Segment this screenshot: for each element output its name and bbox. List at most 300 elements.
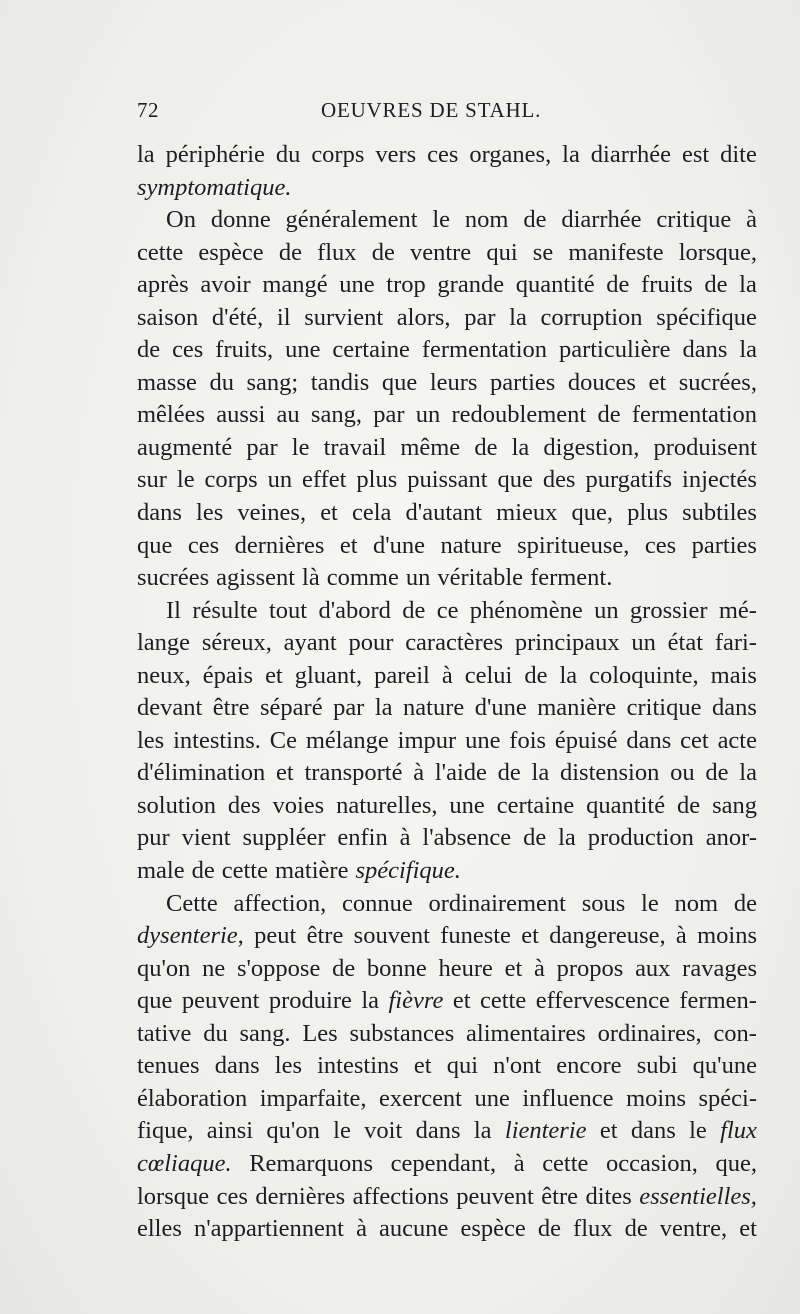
word: d'été, <box>211 303 264 331</box>
word: de <box>191 857 215 885</box>
word: de <box>402 596 426 624</box>
word: tout <box>268 596 308 624</box>
word: cœliaque. <box>137 1149 232 1177</box>
word: de <box>474 433 498 461</box>
word: pour <box>348 629 394 657</box>
word: le <box>689 1117 707 1145</box>
word: de <box>523 206 547 234</box>
word: spécifique <box>656 303 757 331</box>
word: à <box>413 759 425 787</box>
word: suppléer <box>242 824 326 852</box>
word: fièvre <box>388 987 444 1015</box>
word: certaine <box>496 791 575 819</box>
word: sucrées <box>137 564 210 592</box>
word: à <box>746 206 757 234</box>
word: de <box>497 759 521 787</box>
word: donne <box>210 206 271 234</box>
word: dysenterie, <box>137 922 244 950</box>
page-header <box>137 98 737 130</box>
word: espèce <box>198 238 264 266</box>
word: transporté <box>304 759 403 787</box>
word: fois <box>509 726 547 754</box>
word: alors, <box>396 303 451 331</box>
word: par <box>373 401 405 429</box>
text-line <box>137 627 757 660</box>
word: la <box>509 303 527 331</box>
word: tandis <box>310 368 370 396</box>
word: par <box>246 433 278 461</box>
text-line <box>137 1148 757 1181</box>
word: flux <box>317 238 357 266</box>
word: ventre, <box>659 1215 728 1243</box>
word: moins <box>626 1084 686 1112</box>
word: la <box>511 433 530 461</box>
word: ou <box>670 759 695 787</box>
word: ferment. <box>530 564 613 592</box>
word: spéci- <box>698 1084 757 1112</box>
word: de <box>278 238 302 266</box>
word: et <box>265 661 283 689</box>
word: dans <box>626 726 672 754</box>
word: acte <box>717 726 757 754</box>
word: être <box>212 694 250 722</box>
word: être <box>306 922 344 950</box>
word: voit <box>364 1117 403 1145</box>
word: exercent <box>379 1084 462 1112</box>
word: On <box>166 206 196 234</box>
text-line <box>137 855 757 888</box>
word: corps <box>311 141 365 168</box>
word: de <box>137 336 161 364</box>
word: qu'on <box>266 1117 320 1145</box>
word: critique <box>626 694 702 722</box>
word: ces <box>187 531 220 559</box>
word: un <box>267 466 293 494</box>
word: le <box>333 1117 351 1145</box>
word: parties <box>490 368 556 396</box>
text-line <box>137 237 757 270</box>
word: pur <box>137 824 170 852</box>
word: Ce <box>269 726 297 754</box>
word: naturelles, <box>336 791 438 819</box>
word: anor- <box>705 824 757 852</box>
word: nom <box>674 889 719 917</box>
word: de <box>624 1215 648 1243</box>
text-line <box>137 334 757 367</box>
word: ces <box>172 336 204 364</box>
word: peuvent <box>456 1182 534 1210</box>
word: redoublement <box>451 401 587 429</box>
word: séparé <box>260 694 323 722</box>
word: Les <box>302 1019 338 1047</box>
word: ces <box>644 531 677 559</box>
word: fruits <box>641 271 693 299</box>
word: grande <box>437 271 505 299</box>
word: les <box>196 499 224 527</box>
word: digestion, <box>543 433 640 461</box>
word: sur <box>137 466 167 494</box>
word: cet <box>680 726 709 754</box>
word: particulière <box>558 336 671 364</box>
word: subtiles <box>682 499 757 527</box>
word: avoir <box>200 271 251 299</box>
text-line <box>137 595 757 628</box>
word: spécifique. <box>355 857 461 885</box>
text-line <box>137 367 757 400</box>
word: la <box>558 824 576 852</box>
word: de <box>537 1215 561 1243</box>
word: subi <box>636 1052 678 1080</box>
text-line <box>137 725 757 758</box>
word: Il <box>166 596 181 624</box>
word: cette <box>542 1149 589 1177</box>
word: n'appartiennent <box>193 1215 344 1243</box>
word: fari- <box>714 629 757 657</box>
word: vers <box>375 141 417 168</box>
word: celui <box>464 661 513 689</box>
word: mélange <box>305 726 389 754</box>
word: la <box>739 271 757 299</box>
word: périphérie <box>165 141 265 168</box>
word: affections <box>352 1182 449 1210</box>
word: organes, <box>469 141 552 168</box>
word: d'autant <box>405 499 483 527</box>
word: ainsi <box>206 1117 254 1145</box>
word: être <box>541 1182 578 1210</box>
word: de <box>332 954 356 982</box>
word: imparfaite, <box>259 1084 367 1112</box>
text-line <box>137 953 757 986</box>
word: mangé <box>262 271 328 299</box>
text-line <box>137 464 757 497</box>
word: phénomène <box>469 596 583 624</box>
word: d'une <box>474 694 527 722</box>
word: à <box>356 1215 367 1243</box>
word: souvent <box>353 922 430 950</box>
word: là <box>302 564 320 592</box>
word: du <box>275 141 301 168</box>
word: une <box>474 1084 510 1112</box>
word: à <box>399 824 411 852</box>
word: flux <box>720 1117 757 1145</box>
text-line <box>137 790 757 823</box>
word: à <box>513 1149 525 1177</box>
word: voies <box>272 791 325 819</box>
word: moins <box>697 922 757 950</box>
text-line <box>137 888 757 921</box>
running-head: OEUVRES DE STAHL. <box>321 98 542 122</box>
word: que <box>137 531 173 559</box>
word: le <box>176 466 195 494</box>
word: lienterie <box>504 1117 587 1145</box>
word: cependant, <box>390 1149 497 1177</box>
word: grossier <box>629 596 708 624</box>
word: cela <box>351 499 392 527</box>
word: fermen- <box>679 987 757 1015</box>
word: coloquinte, <box>589 661 699 689</box>
text-line <box>137 1018 757 1051</box>
word: d'une <box>372 531 426 559</box>
word: solution <box>137 791 216 819</box>
word: sang; <box>246 368 299 396</box>
word: spiritueuse, <box>517 531 630 559</box>
word: une <box>449 791 485 819</box>
word: un <box>405 564 431 592</box>
word: saison <box>137 303 199 331</box>
text-line <box>137 399 757 432</box>
word: de <box>371 238 395 266</box>
word: une <box>339 271 375 299</box>
text-line <box>137 757 757 790</box>
word: dans <box>415 1117 461 1145</box>
text-line <box>137 1115 757 1148</box>
word: que <box>381 368 418 396</box>
word: ayant <box>283 629 337 657</box>
word: sucrées, <box>678 368 757 396</box>
word: vient <box>181 824 231 852</box>
word: ravages <box>682 954 757 982</box>
word: dangereuse, <box>549 922 666 950</box>
word: survient <box>304 303 384 331</box>
page-number: 72 <box>137 98 159 122</box>
word: dernières <box>234 531 325 559</box>
word: diarrhée <box>590 141 672 168</box>
word: lange <box>137 629 191 657</box>
word: de <box>524 661 548 689</box>
word: Remarquons <box>249 1149 374 1177</box>
word: ce <box>436 596 459 624</box>
word: puissant <box>407 466 488 494</box>
word: ordinairement <box>428 889 566 917</box>
word: funeste <box>440 922 511 950</box>
word: essentielles, <box>639 1182 757 1210</box>
word: la <box>559 661 578 689</box>
word: propos <box>556 954 624 982</box>
word: critique <box>656 206 732 234</box>
word: que, <box>571 499 614 527</box>
word: du <box>209 368 234 396</box>
word: qui <box>486 238 518 266</box>
word: et <box>648 368 667 396</box>
word: la <box>473 1117 492 1145</box>
word: à <box>534 954 545 982</box>
word: les <box>274 1052 302 1080</box>
word: diarrhée <box>561 206 642 234</box>
word: ventre <box>409 238 472 266</box>
word: certaine <box>332 336 410 364</box>
word: peuvent <box>181 987 260 1015</box>
word: et <box>320 499 338 527</box>
text-line <box>137 1083 757 1116</box>
word: la <box>361 987 380 1015</box>
word: de <box>606 271 630 299</box>
word: connue <box>342 889 413 917</box>
word: une <box>285 336 321 364</box>
word: mé- <box>718 596 757 624</box>
word: travail <box>323 433 387 461</box>
word: et <box>452 987 471 1015</box>
word: tenues <box>137 1052 200 1080</box>
word: caractères <box>405 629 504 657</box>
word: corruption <box>540 303 643 331</box>
text-line <box>137 920 757 953</box>
word: fique, <box>137 1117 194 1145</box>
word: influence <box>522 1084 614 1112</box>
word: au <box>276 401 300 429</box>
word: dans <box>137 499 182 527</box>
word: espèce <box>460 1215 526 1243</box>
word: de <box>705 759 729 787</box>
word: flux <box>573 1215 613 1243</box>
word: que <box>137 987 173 1015</box>
word: quantité <box>515 271 595 299</box>
word: du <box>203 1019 228 1047</box>
word: la <box>531 759 550 787</box>
word: plus <box>627 499 668 527</box>
word: résulte <box>192 596 258 624</box>
word: élaboration <box>137 1084 248 1112</box>
word: occasion, <box>606 1149 698 1177</box>
word: distension <box>560 759 660 787</box>
word: le <box>432 206 451 234</box>
word: effervescence <box>535 987 670 1015</box>
word: véritable <box>437 564 524 592</box>
word: alimentaires <box>466 1019 586 1047</box>
word: le <box>641 889 659 917</box>
text-line <box>137 822 757 855</box>
word: mêlées <box>137 401 206 429</box>
word: neux, <box>137 661 191 689</box>
word: dans <box>711 694 757 722</box>
word: parties <box>691 531 757 559</box>
word: que <box>497 466 533 494</box>
word: par <box>333 694 365 722</box>
word: quantité <box>586 791 666 819</box>
word: elles <box>137 1215 182 1243</box>
word: heure <box>438 954 493 982</box>
word: la <box>562 141 580 168</box>
text-line <box>137 660 757 693</box>
word: la <box>739 336 757 364</box>
word: épuisé <box>554 726 618 754</box>
word: s'oppose <box>236 954 321 982</box>
word: se <box>532 238 554 266</box>
word: la <box>374 694 393 722</box>
word: cette <box>137 238 184 266</box>
word: à <box>441 661 453 689</box>
word: dites <box>585 1182 632 1210</box>
text-line <box>137 302 757 335</box>
word: épais <box>202 661 254 689</box>
word: de <box>523 824 547 852</box>
word: et <box>504 954 523 982</box>
word: gluant, <box>294 661 363 689</box>
word: fruits, <box>215 336 274 364</box>
word: manifeste <box>568 238 664 266</box>
text-line <box>137 139 757 172</box>
word: symptomatique. <box>137 173 292 201</box>
word: aux <box>635 954 671 982</box>
word: une <box>465 726 501 754</box>
word: un <box>415 401 441 429</box>
word: et <box>521 922 539 950</box>
word: il <box>276 303 291 331</box>
word: qu'une <box>692 1052 757 1080</box>
text-line <box>137 204 757 237</box>
word: le <box>291 433 310 461</box>
word: plus <box>356 466 398 494</box>
word: aussi <box>216 401 266 429</box>
word: et <box>339 531 358 559</box>
word: leurs <box>429 368 478 396</box>
word: substances <box>349 1019 455 1047</box>
text-line <box>137 497 757 530</box>
text-line <box>137 985 757 1018</box>
word: lorsque, <box>678 238 757 266</box>
word: des <box>227 791 261 819</box>
word: affection, <box>233 889 327 917</box>
text-line <box>137 1213 757 1246</box>
word: ordinaires, <box>597 1019 702 1047</box>
text-line <box>137 562 757 595</box>
word: enfin <box>337 824 388 852</box>
word: augmenté <box>137 433 233 461</box>
word: bonne <box>366 954 427 982</box>
word: pareil <box>374 661 430 689</box>
word: male <box>137 857 185 885</box>
text-line <box>137 1181 757 1214</box>
word: cette <box>480 987 527 1015</box>
word: purgatifs <box>585 466 673 494</box>
word: effet <box>302 466 347 494</box>
word: dernières <box>255 1182 346 1210</box>
word: qui <box>446 1052 479 1080</box>
word: tative <box>137 1019 192 1047</box>
text-line <box>137 692 757 725</box>
word: ces <box>427 141 459 168</box>
word: aucune <box>379 1215 449 1243</box>
word: intestins. <box>173 726 261 754</box>
word: d'abord <box>318 596 391 624</box>
body-text <box>137 139 757 1246</box>
word: sang <box>712 791 757 819</box>
word: et <box>276 759 294 787</box>
word: la <box>137 141 155 168</box>
word: matière <box>275 857 349 885</box>
word: de <box>733 889 757 917</box>
word: nom <box>464 206 509 234</box>
word: sang, <box>310 401 362 429</box>
word: et <box>739 1215 757 1243</box>
word: lorsque <box>137 1182 210 1210</box>
word: après <box>137 271 189 299</box>
word: douces <box>567 368 636 396</box>
text-line <box>137 530 757 563</box>
word: fermentation <box>631 401 757 429</box>
word: principaux <box>514 629 620 657</box>
word: nature <box>440 531 502 559</box>
word: injectés <box>682 466 757 494</box>
word: trop <box>386 271 426 299</box>
word: à <box>675 922 687 950</box>
word: dans <box>682 336 728 364</box>
word: encore <box>556 1052 622 1080</box>
word: de <box>704 271 728 299</box>
text-line <box>137 432 757 465</box>
word: la <box>739 759 757 787</box>
word: d'élimination <box>137 759 266 787</box>
word: des <box>542 466 576 494</box>
